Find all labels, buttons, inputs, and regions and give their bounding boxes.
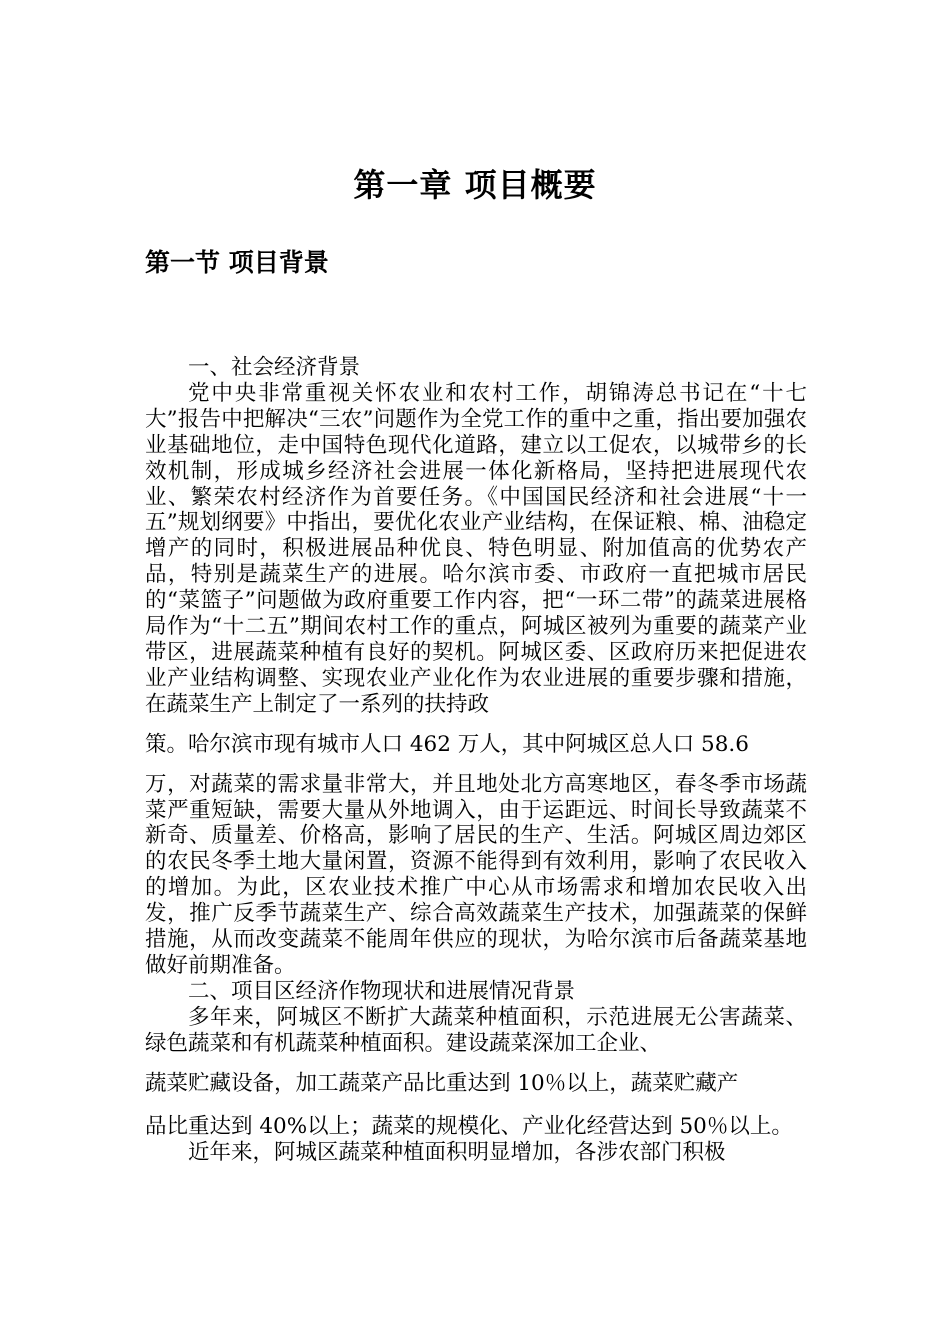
paragraph: 策。哈尔滨市现有城市人口 462 万人，其中阿城区总人口 58.6	[145, 731, 749, 757]
spacer	[145, 1096, 807, 1114]
paragraph: 近年来，阿城区蔬菜种植面积明显增加，各涉农部门积极	[188, 1140, 726, 1166]
paragraph: 多年来，阿城区不断扩大蔬菜种植面积，示范进展无公害蔬菜、绿色蔬菜和有机蔬菜种植面积。建设蔬菜深加工企业、	[145, 1004, 807, 1056]
section-title: 第一节 项目背景	[145, 248, 329, 277]
paragraph: 万，对蔬菜的需求量非常大，并且地处北方高寒地区，春冬季市场蔬菜严重短缺，需要大量从外地调入，由于运距远、时间长导致蔬菜不新奇、质量差、价格高，影响了居民的生产、生活。阿城区周边郊区的农民冬季土地大量闲置，资源不能得到有效利用，影响了农民收入的增加。为此，区农业技术推广中心从市场需求和增加农民收入出发，推广反季节蔬菜生产、综合高效蔬菜生产技术，加强蔬菜的保鲜措施，从而改变蔬菜不能周年供应的现状，为哈尔滨市后备蔬菜基地做好前期准备。	[145, 771, 807, 978]
paragraph: 蔬菜贮藏设备，加工蔬菜产品比重达到 10％以上，蔬菜贮藏产	[145, 1070, 739, 1096]
spacer	[145, 718, 807, 732]
body-text	[145, 355, 807, 1166]
subheading-crop-status: 二、项目区经济作物现状和进展情况背景	[188, 978, 576, 1004]
paragraph: 品比重达到 40%以上；蔬菜的规模化、产业化经营达到 50％以上。	[145, 1114, 793, 1140]
subheading-social-economic: 一、社会经济背景	[188, 355, 361, 380]
spacer	[145, 758, 807, 772]
paragraph: 党中央非常重视关怀农业和农村工作，胡锦涛总书记在“十七大”报告中把解决“三农”问题作为全党工作的重中之重，指出要加强农业基础地位，走中国特色现代化道路，建立以工促农，以城带乡的长效机制，形成城乡经济社会进展一体化新格局，坚持把进展现代农业、繁荣农村经济作为首要任务。《中国国民经济和社会进展“十一五”规划纲要》中指出，要优化农业产业结构，在保证粮、棉、油稳定增产的同时，积极进展品种优良、特色明显、附加值高的优势农产品，特别是蔬菜生产的进展。哈尔滨市委、市政府一直把城市居民的“菜篮子”问题做为政府重要工作内容，把“一环二带”的蔬菜进展格局作为“十二五”期间农村工作的重点，阿城区被列为重要的蔬菜产业带区，进展蔬菜种植有良好的契机。阿城区委、区政府历来把促进农业产业结构调整、实现农业产业化作为农业进展的重要步骤和措施，在蔬菜生产上制定了一系列的扶持政	[145, 380, 808, 717]
chapter-title: 第一章 项目概要	[353, 166, 597, 204]
spacer	[145, 1057, 807, 1071]
